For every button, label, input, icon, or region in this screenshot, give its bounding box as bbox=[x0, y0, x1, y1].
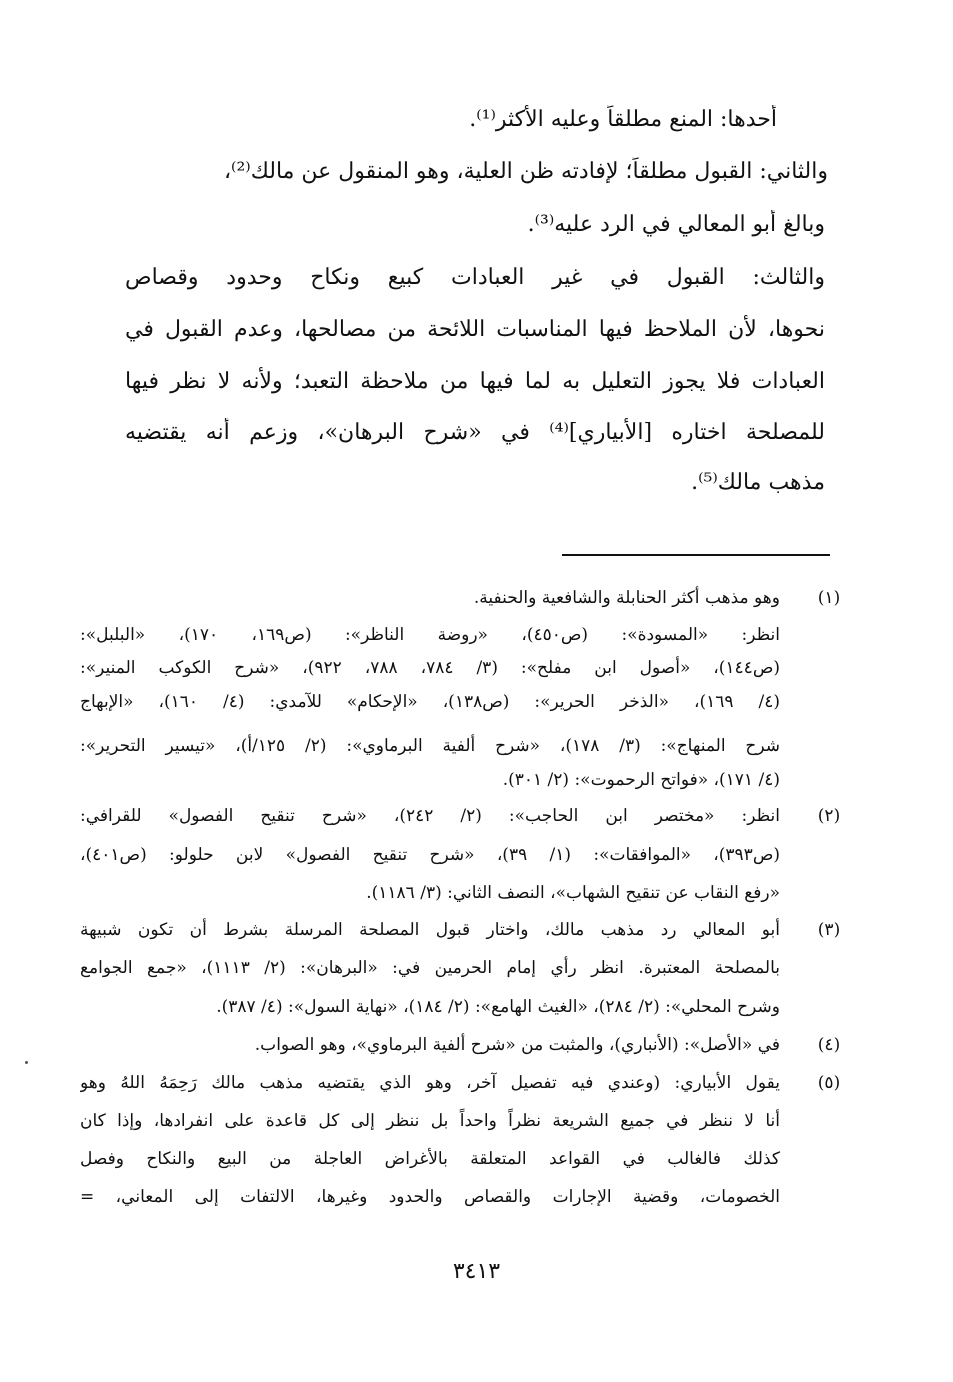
footnote-1-line-5: شرح المنهاج»: (٣/ ١٧٨)، «شرح ألفية البرماوي»: (٢/ ١٢٥/أ)، «تيسير التحرير»: bbox=[80, 736, 780, 756]
footnote-1-line-1: وهو مذهب أكثر الحنابلة والشافعية والحنفية. bbox=[473, 588, 780, 608]
footnote-1-line-3: (ص١٤٤)، «أصول ابن مفلح»: (٣/ ٧٨٤، ٧٨٨، ٩٢٢)، «شرح الكوكب المنير»: bbox=[80, 658, 780, 678]
footnote-marker-5: (٥) bbox=[817, 1073, 841, 1093]
footnote-3-line-2: بالمصلحة المعتبرة. انظر رأي إمام الحرمين في: «البرهان»: (٢/ ١١١٣)، «جمع الجوامع bbox=[80, 958, 780, 978]
footnote-marker-1: (١) bbox=[817, 588, 841, 608]
footnote-marker-2: (٢) bbox=[817, 806, 841, 826]
page-number: ٣٤١٣ bbox=[452, 1259, 501, 1284]
main-line-2: والثاني: القبول مطلقاً؛ لإفادته ظن العلية، وهو المنقول عن مالك⁽²⁾، bbox=[223, 159, 828, 184]
main-line-5: نحوها، لأن الملاحظ فيها المناسبات اللائحة من مصالحها، وعدم القبول في bbox=[125, 317, 825, 342]
footnote-separator bbox=[562, 554, 830, 556]
main-line-8: مذهب مالك⁽⁵⁾. bbox=[691, 470, 825, 495]
footnote-marker-3: (٣) bbox=[817, 920, 841, 940]
footnote-5-line-1: يقول الأبياري: (وعندي فيه تفصيل آخر، وهو الذي يقتضيه مذهب مالك رَحِمَهُ اللهُ وهو bbox=[80, 1073, 780, 1093]
main-line-7: للمصلحة اختاره [الأَبياري]⁽⁴⁾ في «شرح البرهان»، وزعم أنه يقتضيه bbox=[125, 420, 825, 445]
footnote-5-line-2: أنا لا ننظر في جميع الشريعة نظراً واحداً بل ننظر إلى كل قاعدة على انفرادها، وإذا كان bbox=[80, 1111, 780, 1131]
footnote-2-line-3: «رفع النقاب عن تنقيح الشهاب»، النصف الثاني: (٣/ ١١٨٦). bbox=[366, 883, 780, 903]
main-line-4: والثالث: القبول في غير العبادات كبيع ونكاح وحدود وقصاص bbox=[125, 265, 825, 290]
footnote-5-line-4: الخصومات، وقضية الإجارات والقصاص والحدود وغيرها، الالتفات إلى المعاني، = bbox=[80, 1187, 780, 1207]
footnote-5-line-3: كذلك فالغالب في القواعد المتعلقة بالأغراض العاجلة من البيع والنكاح وفصل bbox=[80, 1149, 780, 1169]
footnote-1-line-4: (٤/ ١٦٩)، «الذخر الحرير»: (ص١٣٨)، «الإحكام» للآمدي: (٤/ ١٦٠)، «الإبهاج bbox=[80, 692, 780, 712]
footnote-3-line-3: وشرح المحلي»: (٢/ ٢٨٤)، «الغيث الهامع»: (٢/ ١٨٤)، «نهاية السول»: (٤/ ٣٨٧). bbox=[216, 997, 780, 1017]
main-line-1: أحدها: المنع مطلقاً وعليه الأكثر⁽¹⁾. bbox=[469, 107, 777, 132]
footnote-2-line-2: (ص٣٩٣)، «الموافقات»: (١/ ٣٩)، «شرح تنقيح الفصول» لابن حلولو: (ص٤٠١)، bbox=[80, 845, 780, 865]
footnote-2-line-1: انظر: «مختصر ابن الحاجب»: (٢/ ٢٤٢)، «شرح تنقيح الفصول» للقرافي: bbox=[80, 806, 780, 826]
footnote-marker-4: (٤) bbox=[817, 1035, 841, 1055]
footnote-1-line-6: (٤/ ١٧١)، «فواتح الرحموت»: (٢/ ٣٠١). bbox=[502, 770, 780, 790]
main-line-6: العبادات فلا يجوز التعليل به لما فيها من ملاحظة التعبد؛ ولأنه لا نظر فيها bbox=[125, 369, 825, 394]
footnote-3-line-1: أبو المعالي رد مذهب مالك، واختار قبول المصلحة المرسلة بشرط أن تكون شبيهة bbox=[80, 920, 780, 940]
speck bbox=[25, 1061, 28, 1064]
footnote-4-line-1: في «الأصل»: (الأنباري)، والمثبت من «شرح ألفية البرماوي»، وهو الصواب. bbox=[254, 1035, 780, 1055]
footnote-1-line-2: انظر: «المسودة»: (ص٤٥٠)، «روضة الناظر»: (ص١٦٩، ١٧٠)، «البلبل»: bbox=[80, 625, 780, 645]
main-line-3: وبالغ أبو المعالي في الرد عليه⁽³⁾. bbox=[527, 212, 825, 237]
